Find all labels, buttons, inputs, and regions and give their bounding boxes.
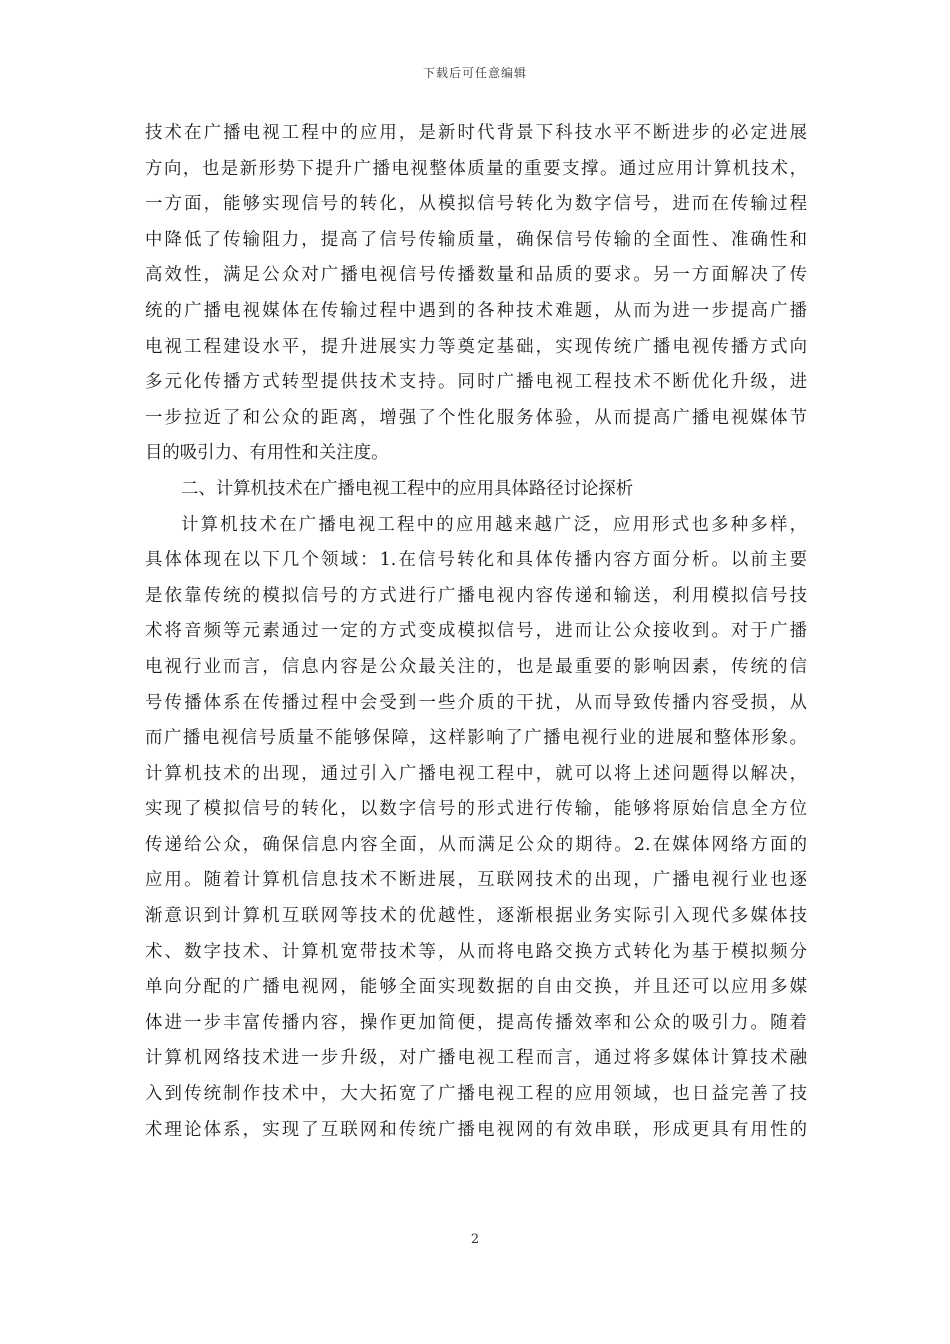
page-number: 2 <box>470 1232 480 1247</box>
text-line: 统的广播电视媒体在传输过程中遇到的各种技术难题，从而为进一步提高广播 <box>145 300 807 321</box>
text-line: 入到传统制作技术中，大大拓宽了广播电视工程的应用领域，也日益完善了技 <box>145 1084 807 1105</box>
document-body <box>145 116 807 1148</box>
text-line: 电视工程建设水平，提升进展实力等奠定基础，实现传统广播电视传播方式向 <box>145 336 807 357</box>
text-line: 渐意识到计算机互联网等技术的优越性，逐渐根据业务实际引入现代多媒体技 <box>145 906 807 927</box>
text-line: 术、数字技术、计算机宽带技术等，从而将电路交换方式转化为基于模拟频分 <box>145 941 807 962</box>
text-line: 传递给公众，确保信息内容全面，从而满足公众的期待。2.在媒体网络方面的 <box>145 834 807 855</box>
text-line: 具体体现在以下几个领域：1.在信号转化和具体传播内容方面分析。以前主要 <box>145 550 807 571</box>
text-line: 是依靠传统的模拟信号的方式进行广播电视内容传递和输送，利用模拟信号技 <box>145 585 807 606</box>
text-line: 实现了模拟信号的转化，以数字信号的形式进行传输，能够将原始信息全方位 <box>145 799 807 820</box>
text-line: 一方面，能够实现信号的转化，从模拟信号转化为数字信号，进而在传输过程 <box>145 194 807 215</box>
paragraph-1 <box>145 116 807 472</box>
text-line: 而广播电视信号质量不能够保障，这样影响了广播电视行业的进展和整体形象。 <box>145 728 807 749</box>
section-heading: 二、计算机技术在广播电视工程中的应用具体路径讨论探析 <box>181 478 634 499</box>
text-line: 中降低了传输阻力，提高了信号传输质量，确保信号传输的全面性、准确性和 <box>145 229 807 250</box>
text-line: 应用。随着计算机信息技术不断进展，互联网技术的出现，广播电视行业也逐 <box>145 870 807 891</box>
text-line: 计算机技术的出现，通过引入广播电视工程中，就可以将上述问题得以解决， <box>145 763 807 784</box>
page-header: 下载后可任意编辑 <box>422 66 527 80</box>
text-line: 体进一步丰富传播内容，操作更加简便，提高传播效率和公众的吸引力。随着 <box>145 1012 807 1033</box>
paragraph-2 <box>145 508 807 1149</box>
text-line: 号传播体系在传播过程中会受到一些介质的干扰，从而导致传播内容受损，从 <box>145 692 807 713</box>
text-line: 一步拉近了和公众的距离，增强了个性化服务体验，从而提高广播电视媒体节 <box>145 407 807 428</box>
text-line: 计算机网络技术进一步升级，对广播电视工程而言，通过将多媒体计算技术融 <box>145 1048 807 1069</box>
text-line: 术理论体系，实现了互联网和传统广播电视网的有效串联，形成更具有用性的 <box>145 1119 807 1140</box>
text-line: 单向分配的广播电视网，能够全面实现数据的自由交换，并且还可以应用多媒 <box>145 977 807 998</box>
text-line: 高效性，满足公众对广播电视信号传播数量和品质的要求。另一方面解决了传 <box>145 265 807 286</box>
text-line: 计算机技术在广播电视工程中的应用越来越广泛，应用形式也多种多样， <box>181 514 807 535</box>
text-line: 目的吸引力、有用性和关注度。 <box>145 443 389 464</box>
text-line: 电视行业而言，信息内容是公众最关注的，也是最重要的影响因素，传统的信 <box>145 656 807 677</box>
text-line: 多元化传播方式转型提供技术支持。同时广播电视工程技术不断优化升级，进 <box>145 372 807 393</box>
text-line: 技术在广播电视工程中的应用，是新时代背景下科技水平不断进步的必定进展 <box>145 123 807 143</box>
text-line: 术将音频等元素通过一定的方式变成模拟信号，进而让公众接收到。对于广播 <box>145 621 807 642</box>
text-line: 方向，也是新形势下提升广播电视整体质量的重要支撑。通过应用计算机技术， <box>145 158 807 179</box>
